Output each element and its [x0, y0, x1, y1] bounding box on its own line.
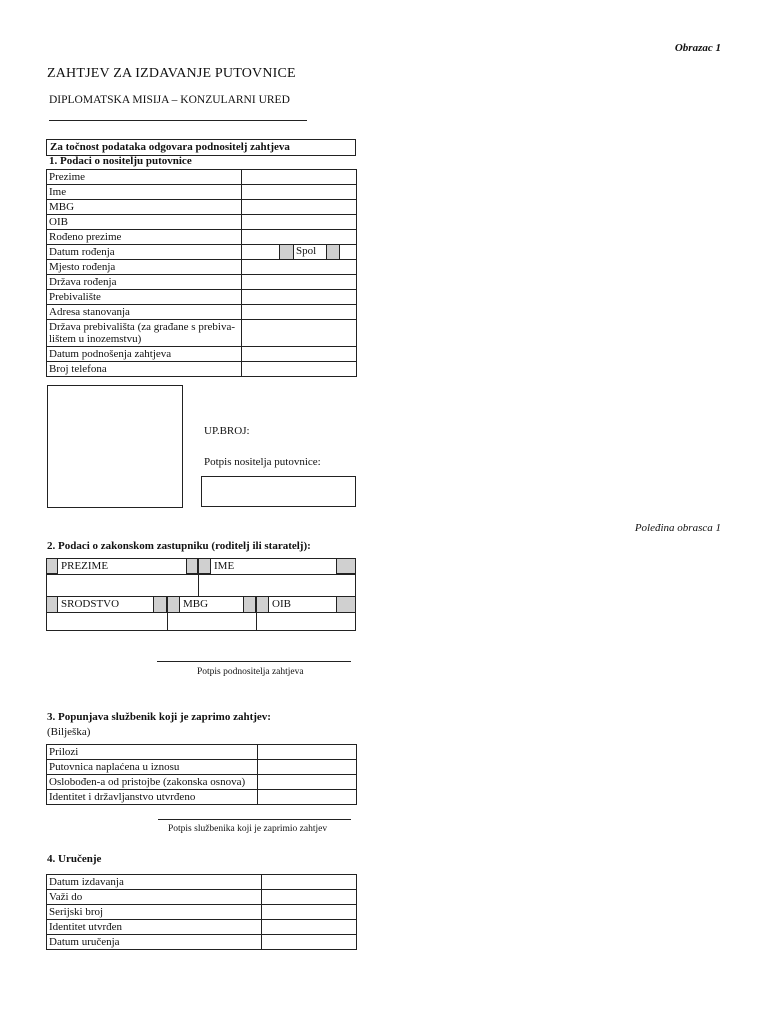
row-value[interactable] [242, 347, 357, 362]
official-signature-line[interactable] [158, 819, 351, 820]
row-value[interactable] [242, 275, 357, 290]
birthdate-gender-cell [242, 245, 357, 260]
srodstvo-marker [46, 596, 58, 613]
row-value[interactable] [262, 875, 357, 890]
row-value[interactable] [242, 320, 357, 347]
table-row [47, 290, 357, 305]
applicant-signature-label: Potpis podnositelja zahtjeva [197, 667, 304, 677]
birthdate-gender-sep [279, 245, 294, 259]
table-row [47, 890, 357, 905]
photo-box[interactable] [47, 385, 183, 508]
row-label: Broj telefona [47, 362, 242, 377]
row-label: Identitet utvrđen [47, 920, 262, 935]
mbg-label: MBG [183, 598, 209, 610]
row-label: OIB [47, 215, 242, 230]
prezime-label: PREZIME [61, 560, 109, 572]
table-row [47, 745, 357, 760]
table-row [47, 775, 357, 790]
table-row [47, 215, 357, 230]
section1-heading: 1. Podaci o nositelju putovnice [49, 155, 192, 167]
table-row [47, 305, 357, 320]
gender-checkbox[interactable] [326, 245, 340, 259]
row-label: Prilozi [47, 745, 258, 760]
delivery-table [46, 874, 357, 950]
row-label: Rođeno prezime [47, 230, 242, 245]
up-broj-label: UP.BROJ: [204, 425, 250, 437]
row-value[interactable] [242, 260, 357, 275]
row-label: Datum izdavanja [47, 875, 262, 890]
mission-line [49, 120, 307, 121]
row-label: Mjesto rođenja [47, 260, 242, 275]
table-row [47, 230, 357, 245]
holder-data-table [46, 169, 357, 377]
table-row [47, 260, 357, 275]
row-value[interactable] [242, 170, 357, 185]
row-label: Prezime [47, 170, 242, 185]
row-value[interactable] [262, 890, 357, 905]
table-row [47, 170, 357, 185]
table-row [47, 185, 357, 200]
srodstvo-end-marker [153, 596, 167, 613]
row-label: Ime [47, 185, 242, 200]
row-divider [46, 574, 356, 575]
holder-signature-box[interactable] [201, 476, 356, 507]
table-row [47, 320, 357, 347]
section3-heading: 3. Popunjava službenik koji je zaprimo zahtjev: [47, 711, 271, 723]
row-label: Serijski broj [47, 905, 262, 920]
oib-marker [256, 596, 269, 613]
prezime-marker [46, 558, 58, 574]
mission-label: DIPLOMATSKA MISIJA – KONZULARNI URED [49, 94, 290, 106]
applicant-signature-line[interactable] [157, 661, 351, 662]
official-table [46, 744, 357, 805]
row-label: Prebivalište [47, 290, 242, 305]
row-value[interactable] [242, 185, 357, 200]
row-value[interactable] [242, 215, 357, 230]
mbg-marker [167, 596, 180, 613]
row-value[interactable] [258, 760, 357, 775]
table-row [47, 760, 357, 775]
row-label: Putovnica naplaćena u iznosu [47, 760, 258, 775]
section3-note: (Bilješka) [47, 726, 91, 738]
table-row [47, 362, 357, 377]
table-row [47, 905, 357, 920]
col-divider [256, 612, 257, 631]
official-signature-label: Potpis službenika koji je zaprimio zahtjev [168, 824, 328, 834]
responsibility-box [46, 139, 356, 156]
row-label: Država prebivališta (za građane s prebiva- lištem u inozemstvu) [47, 320, 242, 347]
row-label: Datum uručenja [47, 935, 262, 950]
row-divider [46, 596, 356, 597]
row-label: Država rođenja [47, 275, 242, 290]
col-divider [167, 612, 168, 631]
row-label: Datum podnošenja zahtjeva [47, 347, 242, 362]
table-row [47, 935, 357, 950]
ime-end-marker [336, 558, 356, 574]
responsibility-text: Za točnost podataka odgovara podnositelj zahtjeva [50, 141, 290, 153]
mbg-end-marker [243, 596, 256, 613]
guardian-table [46, 558, 356, 631]
form-number: Obrazac 1 [674, 42, 721, 54]
oib-label: OIB [272, 598, 291, 610]
gender-label: Spol [296, 245, 317, 257]
row-value[interactable] [262, 920, 357, 935]
table-row [47, 200, 357, 215]
section2-heading: 2. Podaci o zakonskom zastupniku (roditelj ili staratelj): [47, 540, 311, 552]
ime-marker [198, 558, 211, 574]
section4-heading: 4. Uručenje [47, 853, 102, 865]
row-value[interactable] [242, 362, 357, 377]
row-value[interactable] [262, 905, 357, 920]
table-row [47, 275, 357, 290]
row-value[interactable] [258, 745, 357, 760]
row-value[interactable] [242, 305, 357, 320]
row-value[interactable] [242, 230, 357, 245]
row-label: Identitet i državljanstvo utvrđeno [47, 790, 258, 805]
row-value[interactable] [242, 290, 357, 305]
table-row [47, 245, 357, 260]
back-side-label: Poleđina obrasca 1 [634, 522, 721, 534]
ime-label: IME [214, 560, 235, 572]
row-value[interactable] [258, 775, 357, 790]
col-divider [198, 574, 199, 596]
row-label: Oslobođen-a od pristojbe (zakonska osnova) [47, 775, 258, 790]
row-label: MBG [47, 200, 242, 215]
table-row [47, 790, 357, 805]
table-row [47, 347, 357, 362]
prezime-end-marker [186, 558, 198, 574]
table-row [47, 920, 357, 935]
row-divider [46, 612, 356, 613]
oib-end-marker [336, 596, 356, 613]
srodstvo-label: SRODSTVO [61, 598, 120, 610]
row-value[interactable] [258, 790, 357, 805]
row-value[interactable] [262, 935, 357, 950]
row-label: Važi do [47, 890, 262, 905]
row-label: Adresa stanovanja [47, 305, 242, 320]
table-row [47, 875, 357, 890]
form-title: ZAHTJEV ZA IZDAVANJE PUTOVNICE [47, 66, 296, 81]
holder-signature-label: Potpis nositelja putovnice: [204, 456, 321, 468]
row-label: Datum rođenja [47, 245, 242, 260]
row-value[interactable] [242, 200, 357, 215]
